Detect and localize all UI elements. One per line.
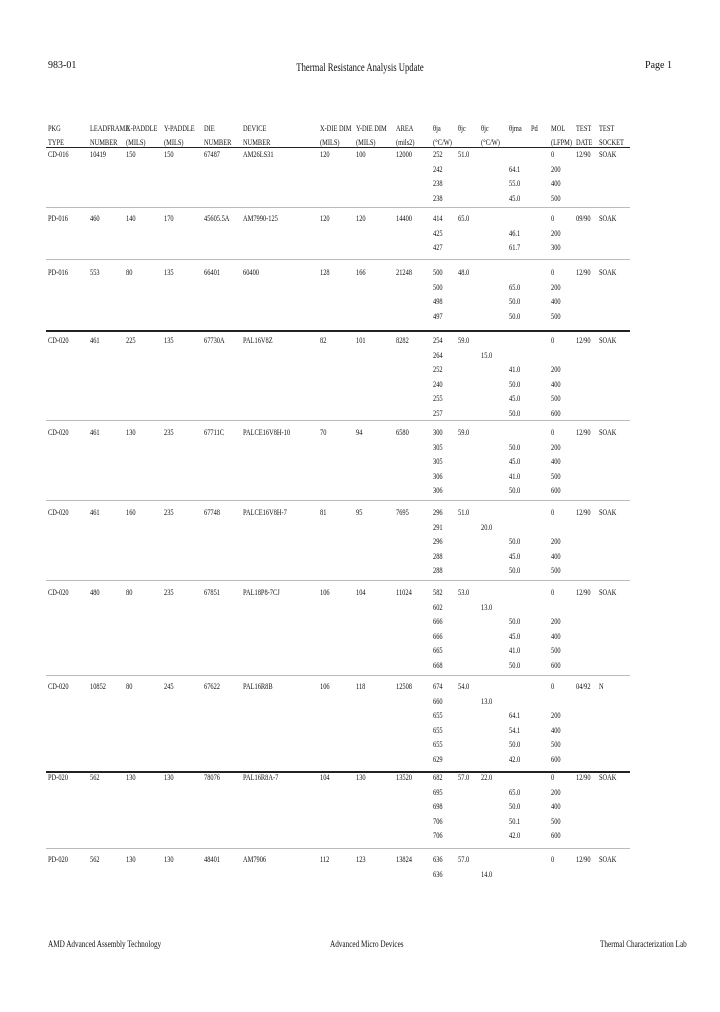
cell-test-date: 12/90	[576, 508, 591, 517]
cell-leadframe: 461	[90, 336, 100, 345]
cell-jc: 54.0	[458, 682, 470, 691]
cell-jc2: 13.0	[481, 602, 493, 612]
cell-jma: 50.0	[509, 661, 521, 670]
column-header: MOL	[551, 124, 566, 133]
cell-socket: SOAK	[599, 508, 617, 517]
cell-socket: SOAK	[599, 214, 617, 223]
cell-xpad: 130	[126, 428, 136, 437]
cell-xpad: 160	[126, 508, 136, 517]
cell-xpad: 130	[126, 773, 136, 782]
group-divider	[46, 259, 630, 260]
cell-lfpm: 200	[551, 787, 561, 797]
column-header-unit: (MILS)	[126, 138, 146, 147]
cell-jma: 64.1	[509, 164, 521, 174]
cell-ja: 300	[433, 428, 443, 437]
cell-jma: 45.0	[509, 394, 521, 404]
cell-jma: 64.1	[509, 711, 521, 721]
cell-ja: 252	[433, 365, 443, 375]
cell-lfpm: 200	[551, 164, 561, 174]
cell-test-date: 12/90	[576, 588, 591, 597]
cell-ja: 254	[433, 336, 443, 345]
column-header: AREA	[396, 124, 414, 133]
cell-ja: 706	[433, 831, 443, 841]
cell-area: 13520	[396, 773, 412, 782]
cell-lfpm: 400	[551, 457, 561, 467]
cell-ja: 666	[433, 631, 443, 641]
footer-center: Advanced Micro Devices	[330, 939, 404, 949]
cell-lfpm: 400	[551, 551, 561, 561]
cell-test-date: 04/92	[576, 682, 591, 691]
cell-area: 14400	[396, 214, 412, 223]
cell-test-date: 12/90	[576, 855, 591, 864]
cell-die: 48401	[204, 855, 220, 864]
cell-ja: 660	[433, 696, 443, 706]
cell-ja: 305	[433, 442, 443, 452]
cell-device: 60400	[243, 268, 259, 277]
cell-ja: 238	[433, 193, 443, 203]
cell-ja: 682	[433, 773, 443, 782]
cell-ja: 668	[433, 661, 443, 670]
column-header: θja	[433, 124, 441, 133]
cell-ja: 296	[433, 508, 443, 517]
cell-jma: 41.0	[509, 646, 521, 656]
cell-lfpm: 400	[551, 379, 561, 389]
cell-pkg: CD-020	[48, 336, 69, 345]
cell-area: 8282	[396, 336, 409, 345]
cell-jma: 50.0	[509, 442, 521, 452]
cell-jc: 51.0	[458, 150, 470, 159]
cell-ypad: 135	[164, 336, 174, 345]
cell-ypad: 130	[164, 855, 174, 864]
cell-lfpm: 0	[551, 773, 555, 782]
cell-area: 13824	[396, 855, 412, 864]
cell-ja: 306	[433, 486, 443, 496]
cell-jma: 65.0	[509, 282, 521, 292]
cell-xdie: 81	[320, 508, 327, 517]
cell-test-date: 12/90	[576, 336, 591, 345]
cell-device: AM7990-125	[243, 214, 278, 223]
cell-test-date: 12/90	[576, 268, 591, 277]
cell-lfpm: 0	[551, 214, 555, 223]
column-header: TEST	[576, 124, 592, 133]
cell-ypad: 235	[164, 428, 174, 437]
cell-jma: 50.0	[509, 311, 521, 321]
column-header-unit: (MILS)	[164, 138, 184, 147]
cell-ydie: 95	[356, 508, 363, 517]
group-divider	[46, 207, 630, 208]
cell-jma: 45.0	[509, 193, 521, 203]
cell-pkg: CD-020	[48, 428, 69, 437]
cell-jma: 61.7	[509, 243, 521, 253]
column-header: DIE	[204, 124, 215, 133]
cell-jma: 50.1	[509, 816, 521, 826]
cell-jc2: 22.0	[481, 773, 493, 782]
cell-ja: 264	[433, 350, 443, 360]
cell-lfpm: 400	[551, 802, 561, 812]
cell-device: AM7906	[243, 855, 267, 864]
cell-lfpm: 200	[551, 537, 561, 547]
column-header: PKG	[48, 124, 61, 133]
cell-socket: SOAK	[599, 773, 617, 782]
cell-socket: SOAK	[599, 588, 617, 597]
cell-ja: 497	[433, 311, 443, 321]
cell-jma: 54.1	[509, 725, 521, 735]
cell-jma: 46.1	[509, 228, 521, 238]
cell-leadframe: 562	[90, 855, 100, 864]
cell-pkg: PD-020	[48, 773, 68, 782]
column-header: X-DIE DIM	[320, 124, 352, 133]
cell-ja: 602	[433, 602, 443, 612]
cell-ja: 425	[433, 228, 443, 238]
cell-ydie: 101	[356, 336, 366, 345]
cell-jma: 50.0	[509, 802, 521, 812]
cell-test-date: 12/90	[576, 773, 591, 782]
cell-xdie: 70	[320, 428, 327, 437]
cell-ja: 414	[433, 214, 443, 223]
cell-ja: 666	[433, 617, 443, 627]
cell-lfpm: 400	[551, 631, 561, 641]
cell-lfpm: 200	[551, 365, 561, 375]
cell-lfpm: 600	[551, 755, 561, 764]
cell-jma: 50.0	[509, 486, 521, 496]
cell-ja: 674	[433, 682, 443, 691]
cell-pkg: CD-020	[48, 508, 69, 517]
cell-ja: 636	[433, 855, 443, 864]
cell-lfpm: 0	[551, 682, 555, 691]
column-header-unit: (MILS)	[356, 138, 376, 147]
cell-die: 67748	[204, 508, 220, 517]
cell-ja: 636	[433, 869, 443, 879]
cell-jma: 41.0	[509, 471, 521, 481]
cell-xdie: 82	[320, 336, 327, 345]
cell-lfpm: 0	[551, 855, 555, 864]
cell-area: 21248	[396, 268, 412, 277]
cell-lfpm: 0	[551, 150, 555, 159]
cell-lfpm: 400	[551, 725, 561, 735]
cell-jc: 59.0	[458, 428, 470, 437]
cell-device: PAL18P8-7CJ	[243, 588, 280, 597]
cell-jc2: 13.0	[481, 696, 493, 706]
cell-lfpm: 400	[551, 179, 561, 189]
cell-xpad: 80	[126, 682, 133, 691]
cell-jc: 59.0	[458, 336, 470, 345]
cell-lfpm: 300	[551, 243, 561, 253]
cell-lfpm: 500	[551, 471, 561, 481]
cell-ja: 655	[433, 725, 443, 735]
cell-lfpm: 200	[551, 228, 561, 238]
cell-leadframe: 461	[90, 428, 100, 437]
cell-ja: 582	[433, 588, 443, 597]
cell-lfpm: 0	[551, 508, 555, 517]
cell-socket: SOAK	[599, 336, 617, 345]
cell-ja: 498	[433, 297, 443, 307]
cell-ypad: 135	[164, 268, 174, 277]
cell-socket: SOAK	[599, 150, 617, 159]
cell-ydie: 166	[356, 268, 366, 277]
column-header-unit: (°C/W)	[481, 138, 500, 147]
column-header: TEST	[599, 124, 615, 133]
cell-pkg: PD-016	[48, 268, 68, 277]
cell-socket: SOAK	[599, 855, 617, 864]
cell-lfpm: 200	[551, 711, 561, 721]
cell-jc: 48.0	[458, 268, 470, 277]
cell-die: 67622	[204, 682, 220, 691]
cell-pkg: PD-016	[48, 214, 68, 223]
cell-ja: 500	[433, 282, 443, 292]
cell-jc2: 20.0	[481, 522, 493, 532]
cell-jma: 50.0	[509, 379, 521, 389]
cell-ja: 288	[433, 566, 443, 576]
column-header-unit: NUMBER	[243, 138, 271, 147]
cell-xdie: 104	[320, 773, 330, 782]
group-divider	[46, 848, 630, 849]
cell-ypad: 130	[164, 773, 174, 782]
cell-lfpm: 200	[551, 617, 561, 627]
cell-ja: 629	[433, 755, 443, 764]
cell-jma: 45.0	[509, 457, 521, 467]
cell-lfpm: 600	[551, 486, 561, 496]
cell-lfpm: 0	[551, 428, 555, 437]
cell-ja: 427	[433, 243, 443, 253]
cell-xdie: 128	[320, 268, 330, 277]
cell-socket: SOAK	[599, 268, 617, 277]
cell-leadframe: 562	[90, 773, 100, 782]
cell-lfpm: 600	[551, 831, 561, 841]
cell-xdie: 112	[320, 855, 330, 864]
cell-die: 66401	[204, 268, 220, 277]
page-number: Page 1	[645, 60, 672, 71]
cell-ypad: 235	[164, 588, 174, 597]
footer-left: AMD Advanced Assembly Technology	[48, 939, 162, 949]
cell-socket: SOAK	[599, 428, 617, 437]
cell-pkg: CD-016	[48, 150, 69, 159]
cell-device: PAL16V8Z	[243, 336, 273, 345]
column-header-unit: (mils2)	[396, 138, 415, 147]
cell-ja: 655	[433, 711, 443, 721]
cell-jc: 57.0	[458, 773, 470, 782]
cell-jma: 45.0	[509, 551, 521, 561]
group-divider	[46, 675, 630, 676]
cell-die: 67711C	[204, 428, 225, 437]
column-header-unit: NUMBER	[90, 138, 118, 147]
cell-device: PAL16R8A-7	[243, 773, 279, 782]
group-separator	[46, 330, 630, 332]
cell-ydie: 118	[356, 682, 366, 691]
cell-jma: 50.0	[509, 617, 521, 627]
cell-ydie: 100	[356, 150, 366, 159]
cell-jma: 50.0	[509, 566, 521, 576]
cell-device: PALCE16V8H-7	[243, 508, 287, 517]
cell-xpad: 130	[126, 855, 136, 864]
column-header-unit: (LFPM)	[551, 138, 572, 147]
cell-jma: 50.0	[509, 740, 521, 750]
column-header: Y-PADDLE	[164, 124, 195, 133]
cell-jma: 65.0	[509, 787, 521, 797]
cell-lfpm: 500	[551, 311, 561, 321]
cell-lfpm: 600	[551, 409, 561, 418]
cell-test-date: 12/90	[576, 428, 591, 437]
cell-ja: 238	[433, 179, 443, 189]
cell-area: 12000	[396, 150, 412, 159]
header-rule	[46, 147, 630, 148]
cell-ypad: 245	[164, 682, 174, 691]
cell-lfpm: 500	[551, 193, 561, 203]
cell-jma: 55.0	[509, 179, 521, 189]
column-header: Pd	[531, 124, 538, 133]
cell-xpad: 80	[126, 588, 133, 597]
cell-die: 67851	[204, 588, 220, 597]
group-divider	[46, 500, 630, 501]
cell-ydie: 123	[356, 855, 366, 864]
cell-area: 7695	[396, 508, 409, 517]
cell-jc2: 14.0	[481, 869, 493, 879]
cell-area: 11024	[396, 588, 412, 597]
cell-lfpm: 0	[551, 336, 555, 345]
cell-device: PAL16R8B	[243, 682, 273, 691]
cell-jc2: 15.0	[481, 350, 493, 360]
cell-jma: 50.0	[509, 297, 521, 307]
cell-ypad: 170	[164, 214, 174, 223]
cell-xdie: 106	[320, 588, 330, 597]
cell-test-date: 09/90	[576, 214, 591, 223]
cell-ja: 291	[433, 522, 443, 532]
cell-leadframe: 10852	[90, 682, 106, 691]
cell-leadframe: 480	[90, 588, 100, 597]
cell-pkg: PD-020	[48, 855, 68, 864]
cell-xdie: 106	[320, 682, 330, 691]
cell-die: 45605.5A	[204, 214, 230, 223]
cell-lfpm: 500	[551, 566, 561, 576]
cell-pkg: CD-020	[48, 682, 69, 691]
cell-leadframe: 10419	[90, 150, 106, 159]
cell-area: 12508	[396, 682, 412, 691]
cell-lfpm: 500	[551, 816, 561, 826]
cell-ypad: 235	[164, 508, 174, 517]
cell-lfpm: 0	[551, 588, 555, 597]
cell-jma: 41.0	[509, 365, 521, 375]
column-header-unit: DATE	[576, 138, 593, 147]
cell-xpad: 140	[126, 214, 136, 223]
cell-leadframe: 553	[90, 268, 100, 277]
column-header-unit: (MILS)	[320, 138, 340, 147]
cell-ja: 500	[433, 268, 443, 277]
column-header: θjc	[458, 124, 466, 133]
cell-ja: 296	[433, 537, 443, 547]
cell-ydie: 104	[356, 588, 366, 597]
cell-jma: 42.0	[509, 755, 521, 764]
cell-test-date: 12/90	[576, 150, 591, 159]
column-header-unit: (°C/W)	[433, 138, 452, 147]
cell-ja: 305	[433, 457, 443, 467]
cell-ja: 240	[433, 379, 443, 389]
cell-xpad: 150	[126, 150, 136, 159]
column-header: X-PADDLE	[126, 124, 158, 133]
group-divider	[46, 580, 630, 581]
cell-die: 67730A	[204, 336, 225, 345]
cell-ja: 252	[433, 150, 443, 159]
cell-ydie: 130	[356, 773, 366, 782]
column-header: θjma	[509, 124, 522, 133]
column-header: θjc	[481, 124, 489, 133]
column-header: LEADFRAME	[90, 124, 130, 133]
cell-lfpm: 500	[551, 394, 561, 404]
cell-xdie: 120	[320, 150, 330, 159]
cell-ydie: 94	[356, 428, 363, 437]
cell-lfpm: 500	[551, 646, 561, 656]
cell-pkg: CD-020	[48, 588, 69, 597]
cell-leadframe: 461	[90, 508, 100, 517]
cell-ja: 242	[433, 164, 443, 174]
cell-lfpm: 200	[551, 282, 561, 292]
cell-ja: 288	[433, 551, 443, 561]
column-header: Y-DIE DIM	[356, 124, 387, 133]
cell-socket: N	[599, 682, 604, 691]
cell-leadframe: 460	[90, 214, 100, 223]
cell-ja: 698	[433, 802, 443, 812]
column-header-unit: NUMBER	[204, 138, 232, 147]
cell-lfpm: 200	[551, 442, 561, 452]
cell-jc: 57.0	[458, 855, 470, 864]
cell-ja: 306	[433, 471, 443, 481]
cell-jc: 65.0	[458, 214, 470, 223]
cell-jma: 50.0	[509, 409, 521, 418]
cell-jma: 45.0	[509, 631, 521, 641]
cell-die: 78076	[204, 773, 220, 782]
cell-ja: 695	[433, 787, 443, 797]
page-title: Thermal Resistance Analysis Update	[296, 60, 424, 74]
cell-xpad: 225	[126, 336, 136, 345]
cell-lfpm: 400	[551, 297, 561, 307]
column-header-unit: SOCKET	[599, 138, 624, 147]
footer-right: Thermal Characterization Lab	[600, 939, 687, 949]
group-divider	[46, 420, 630, 421]
cell-ja: 257	[433, 409, 443, 418]
cell-ydie: 120	[356, 214, 366, 223]
cell-ja: 706	[433, 816, 443, 826]
cell-xpad: 80	[126, 268, 133, 277]
document-id: 983-01	[48, 60, 77, 71]
cell-lfpm: 500	[551, 740, 561, 750]
cell-xdie: 120	[320, 214, 330, 223]
cell-jc: 51.0	[458, 508, 470, 517]
cell-area: 6580	[396, 428, 409, 437]
cell-ja: 255	[433, 394, 443, 404]
cell-ypad: 150	[164, 150, 174, 159]
cell-lfpm: 600	[551, 661, 561, 670]
cell-die: 67487	[204, 150, 220, 159]
cell-ja: 655	[433, 740, 443, 750]
cell-jma: 50.0	[509, 537, 521, 547]
cell-jc: 53.0	[458, 588, 470, 597]
cell-jma: 42.0	[509, 831, 521, 841]
cell-device: AM26LS31	[243, 150, 274, 159]
cell-device: PALCE16V8H-10	[243, 428, 291, 437]
cell-lfpm: 0	[551, 268, 555, 277]
column-header-unit: TYPE	[48, 138, 64, 147]
cell-ja: 665	[433, 646, 443, 656]
column-header: DEVICE	[243, 124, 267, 133]
